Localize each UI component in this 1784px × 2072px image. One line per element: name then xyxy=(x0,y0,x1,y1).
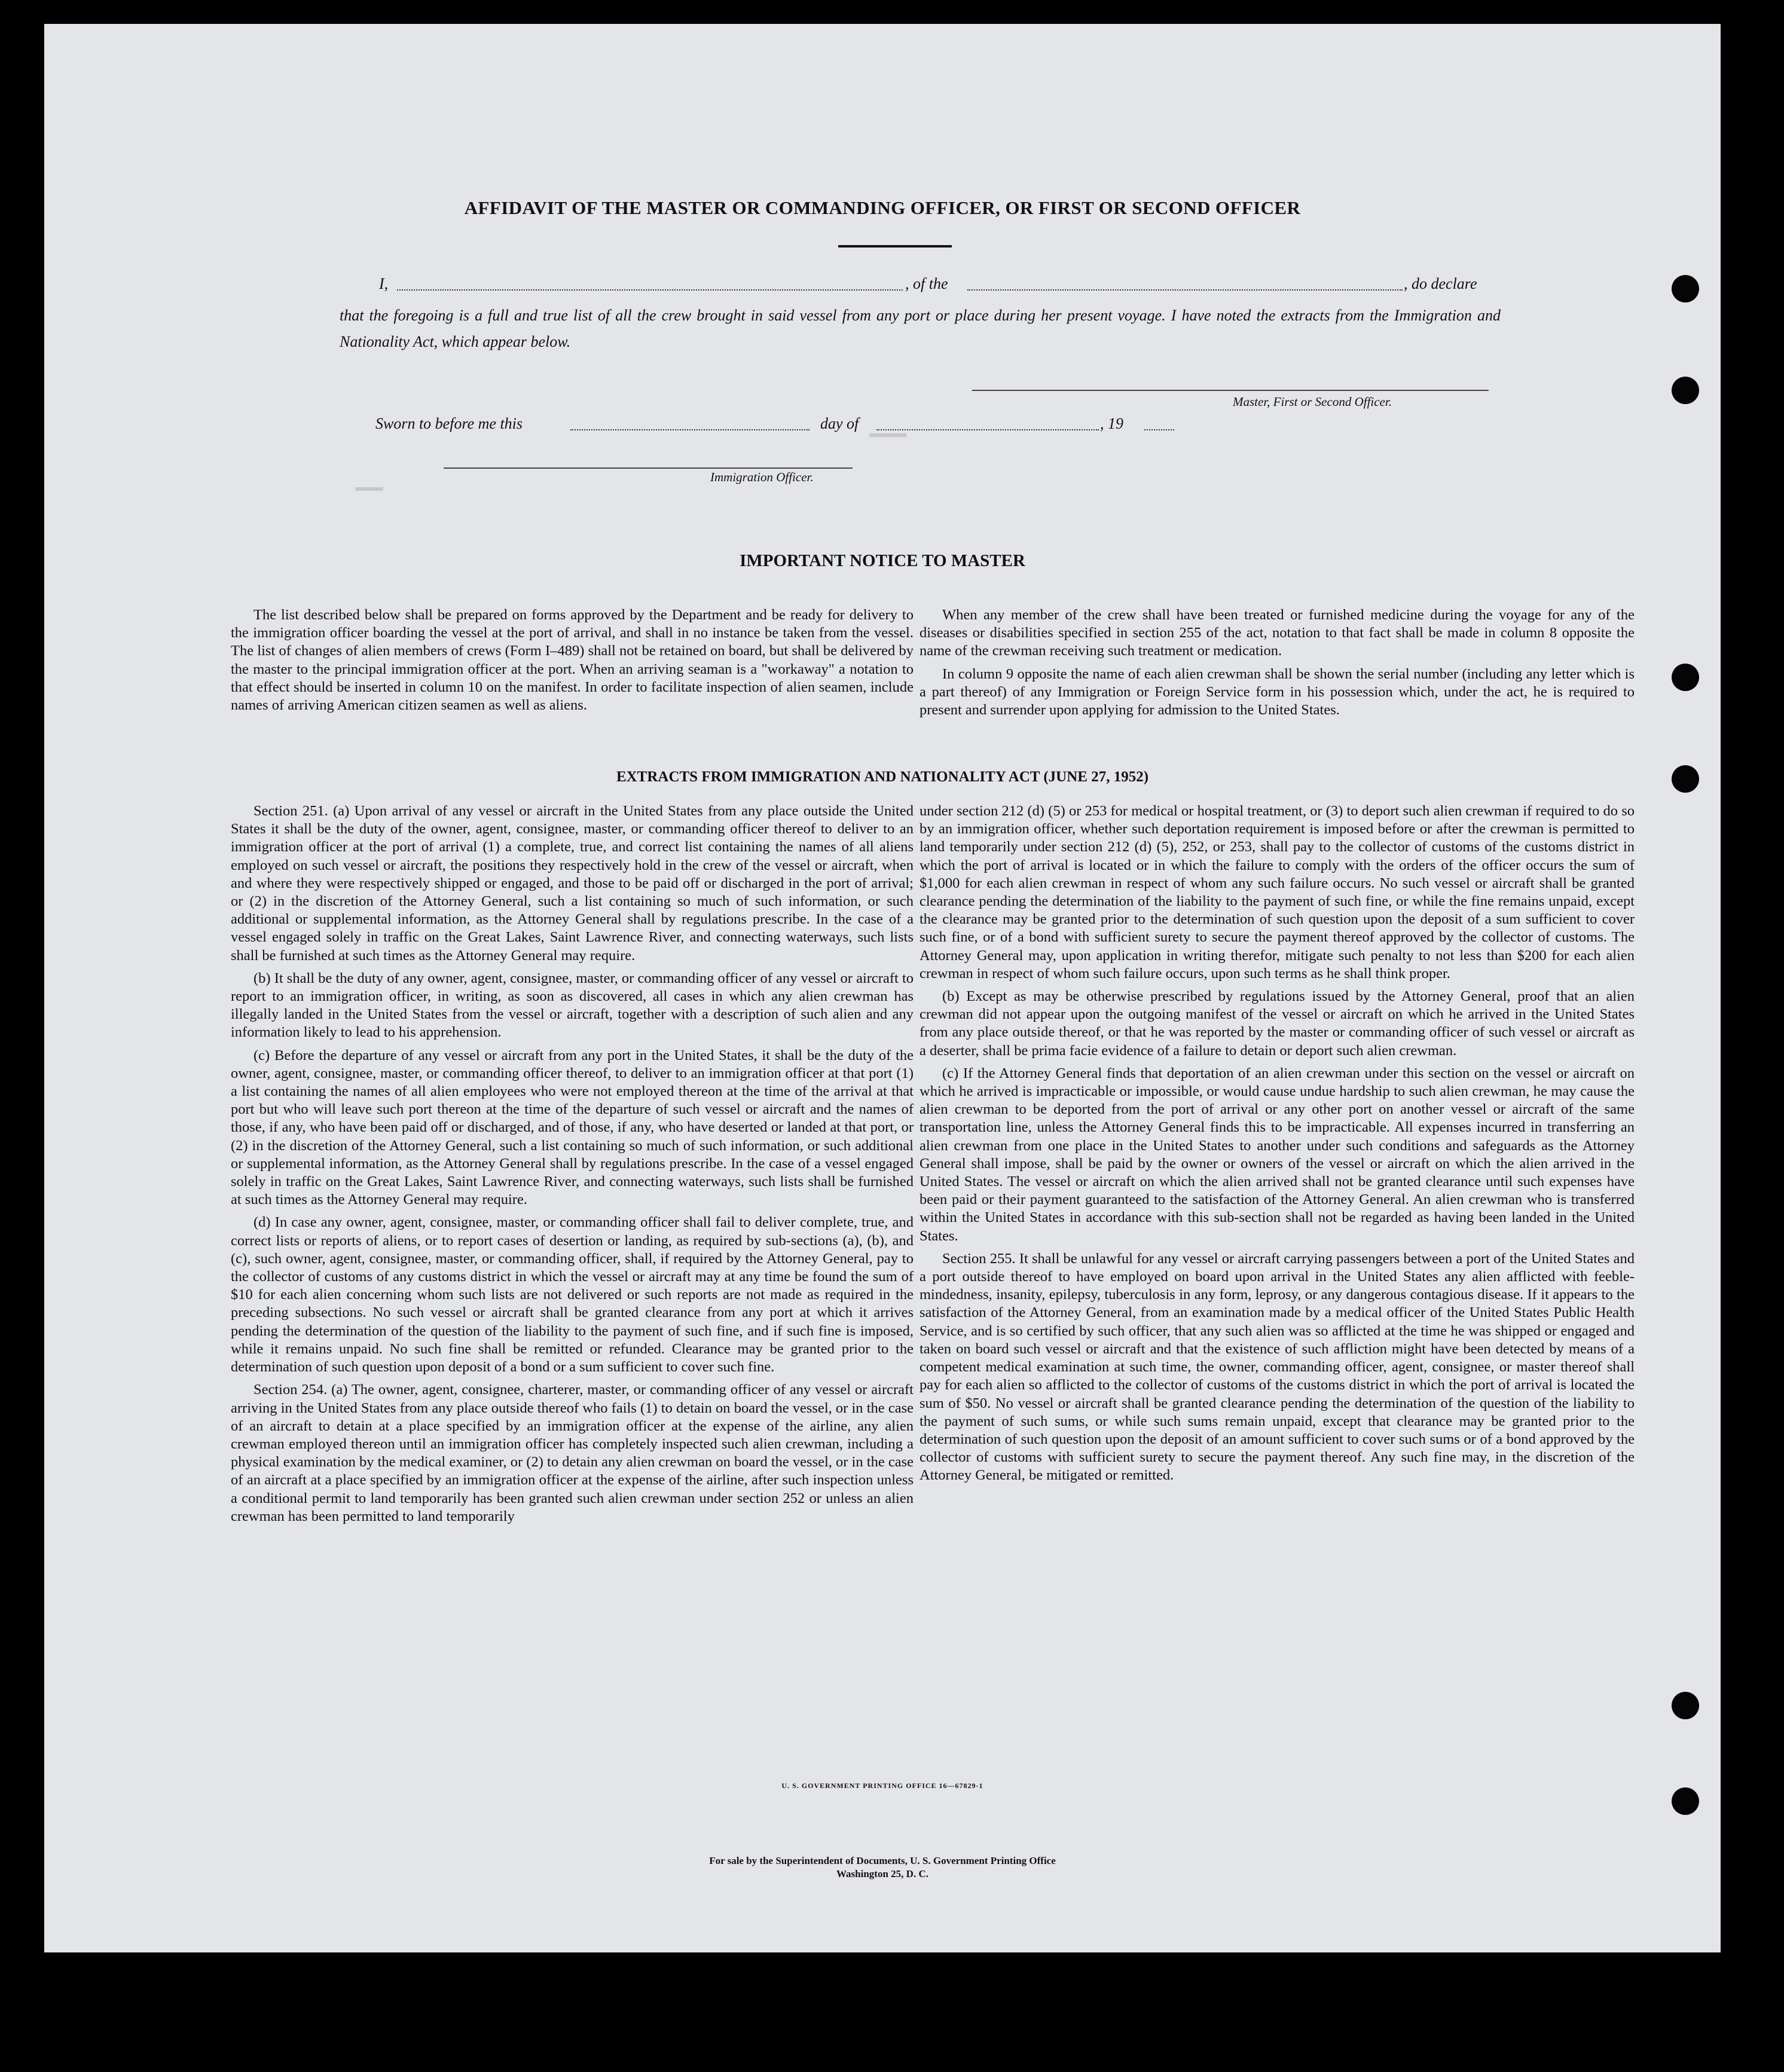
extract-paragraph: under section 212 (d) (5) or 253 for medical or hospital treatment, or (3) to deport such alien crewman if required to do so by an immigration officer, whether such deportation requirement is imposed before or after the crewman is permitted to land temporarily under section 212 (d) (5), 252, or 253, shall pay to the collector of customs of the customs district in which the port of arrival is located or in which the failure to comply with the orders of the officer occurs the sum of $1,000 for each alien crewman in respect of whom any such failure occurs. No such vessel or aircraft shall be granted clearance pending the determination of the liability to the payment of such fine, or while the fine remains unpaid, except the clearance may be granted prior to the determination of such question upon the deposit of a sum sufficient to cover such fine, or of a bond with sufficient surety to secure the payment thereof approved by the collector of customs. The Attorney General may, upon application in writing therefor, mitigate such penalty to not less than $200 for each alien crewman in respect of whom such failure occurs, upon such terms as he shall think proper. xyxy=(920,803,1635,982)
notice-heading: IMPORTANT NOTICE TO MASTER xyxy=(740,551,1025,570)
name-field[interactable] xyxy=(397,287,903,291)
extract-paragraph: (d) In case any owner, agent, consignee, master, or commanding officer shall fail to deliver complete, true, and correct lists or reports of aliens, or to report cases of desertion or landing, as required by sub-sections (a), (b), and (c), such owner, agent, consignee, master, or commanding officer, shall, if required by the Attorney General, pay to the collector of customs of any customs district in which the vessel or aircraft may at any time be found the sum of $10 for each alien concerning whom such lists are not delivered or such reports are not made as required in the preceding subsections. No such vessel or aircraft shall be granted clearance from any port at which it arrives pending the determination of the question of the liability to the payment of such fine, and if such fine is imposed, while it remains unpaid. No such fine shall be remitted or refunded. Clearance may be granted prior to the determination of such question upon deposit of a bond or a sum sufficient to cover such fine. xyxy=(231,1214,914,1376)
extracts-heading: EXTRACTS FROM IMMIGRATION AND NATIONALITY ACT (JUNE 27, 1952) xyxy=(616,769,1149,785)
binder-hole xyxy=(1672,1787,1699,1815)
master-signature-line[interactable] xyxy=(972,389,1489,391)
title-rule xyxy=(838,245,952,247)
year-label: , 19 xyxy=(1100,415,1123,432)
extract-paragraph: Section 254. (a) The owner, agent, consignee, charterer, master, or commanding officer of any vessel or aircraft arriving in the United States from any place outside thereof who fails (1) to detain on board the vessel, or in the case of an aircraft to detain at a place specified by an immigration officer at the expense of the airline, any alien crewman employed thereon until an immigration officer has completely inspected such alien crewman, including a physical examination by the medical examiner, or (2) to detain any alien crewman on board the vessel, or in the case of an aircraft at a place specified by an immigration officer at the expense of the airline, after such inspection unless a conditional permit to land temporarily has been granted such alien crewman under section 252 or unless an alien crewman has been permitted to land temporarily xyxy=(231,1382,914,1524)
declaration-text: that the foregoing is a full and true list of all the crew brought in said vessel from any port or place during her present voyage. I have noted the extracts from the Immigration and Nationality Act, which appear below. xyxy=(340,307,1501,350)
master-signature-label: Master, First or Second Officer. xyxy=(1233,395,1392,409)
form-page xyxy=(44,24,1721,1952)
binder-hole xyxy=(1672,377,1699,404)
notice-right-column xyxy=(920,606,1635,724)
of-the-label: , of the xyxy=(905,275,948,292)
notice-left-column xyxy=(231,606,914,719)
immigration-officer-signature-line[interactable] xyxy=(444,466,853,469)
day-of-label: day of xyxy=(820,415,859,432)
extract-paragraph: (b) Except as may be otherwise prescribed by regulations issued by the Attorney General, proof that an alien crewman did not appear upon the outgoing manifest of the vessel or aircraft on which he arrived in the United States from any place outside thereof, or that he was reported by the master or commanding officer of such vessel or aircraft as a deserter, shall be prima facie evidence of a failure to detain or deport such alien crewman. xyxy=(920,988,1635,1059)
extract-paragraph: (c) Before the departure of any vessel or aircraft from any port in the United States, it shall be the duty of the owner, agent, consignee, master, or commanding officer thereof, to deliver to an immigration officer at that port (1) a list containing the names of all alien employees who were not employed thereon at the time of the arrival at that port but who will leave such port thereon at the time of the departure of such vessel or aircraft and the names of those, if any, who have been paid off or discharged, and of those, if any, who have deserted or landed at that port, or (2) in the discretion of the Attorney General, such a list containing so much of such information, or such additional or supplemental information, as the Attorney General shall by regulations prescribe. In the case of a vessel engaged solely in traffic on the Great Lakes, Saint Lawrence River, and connecting waterways, such lists shall be furnished at such times as the Attorney General may require. xyxy=(231,1047,914,1208)
extract-paragraph: Section 255. It shall be unlawful for any vessel or aircraft carrying passengers between a port of the United States and a port outside thereof to have employed on board upon arrival in the United States any alien afflicted with feeble-mindedness, insanity, epilepsy, tuberculosis in any form, leprosy, or any dangerous contagious disease. If it appears to the satisfaction of the Attorney General, from an examination made by a medical officer of the United States Public Health Service, and is so certified by such officer, that any such alien was so afflicted at the time he was shipped or engaged and taken on board such vessel or aircraft and that the existence of such affliction might have been detected by means of a competent medical examination at such time, the owner, commanding officer, agent, consignee, or master thereof shall pay for each alien so afflicted to the collector of customs of the customs district in which the port of arrival is located the sum of $50. No vessel or aircraft shall be granted clearance pending the determination of the question of the liability to the payment of such sums, or while such sums remain unpaid, except that clearance may be granted prior to the determination of such question upon the deposit of an amount sufficient to cover such sums or of a bond approved by the collector of customs with sufficient surety to secure the payment thereof. Any such fine may, in the discretion of the Attorney General, be mitigated or remitted. xyxy=(920,1250,1635,1484)
sale-line-2: Washington 25, D. C. xyxy=(836,1868,928,1880)
extract-paragraph: (b) It shall be the duty of any owner, agent, consignee, master, or commanding officer of any vessel or aircraft to report to an immigration officer, in writing, as soon as discovered, all cases in which any alien crewman has illegally landed in the United States from the vessel or aircraft, together with a description of such alien and any information likely to lead to his apprehension. xyxy=(231,970,914,1041)
notice-left-paragraph: The list described below shall be prepared on forms approved by the Department and be ready for delivery to the immigration officer boarding the vessel at the port of arrival, and shall in no instance be taken from the vessel. The list of changes of alien members of crews (Form I–489) shall not be retained on board, but shall be delivered by the master to the principal immigration officer at the port. When an arriving seaman is a "workaway" a notation to that effect should be inserted in column 10 on the manifest. In order to facilitate inspection of alien seamen, include names of arriving American citizen seamen as well as aliens. xyxy=(231,607,914,714)
extracts-left-column xyxy=(231,802,914,1530)
extract-paragraph: (c) If the Attorney General finds that deportation of an alien crewman under this section on the vessel or aircraft on which he arrived is impracticable or impossible, or would cause undue hardship to such alien crewman, he may cause the alien crewman to be deported from the port of arrival or any other port on another vessel or aircraft of the same transportation line, unless the Attorney General finds this to be impracticable. All expenses incurred in transferring an alien crewman from one place in the United States to another under such conditions and safeguards as the Attorney General shall impose, shall be paid by the owner or owners of the vessel or aircraft on which the alien arrived in the United States. The vessel or aircraft on which the alien arrived shall not be granted clearance until such expenses have been paid or their payment guaranteed to the satisfaction of the Attorney General. An alien crewman who is transferred within the United States in accordance with this sub-section shall not be regarded as having been landed in the United States. xyxy=(920,1065,1635,1244)
gpo-imprint: U. S. GOVERNMENT PRINTING OFFICE 16—67829-1 xyxy=(781,1781,983,1790)
affidavit-title: AFFIDAVIT OF THE MASTER OR COMMANDING OFFICER, OR FIRST OR SECOND OFFICER xyxy=(464,197,1301,218)
extract-paragraph: Section 251. (a) Upon arrival of any vessel or aircraft in the United States from any place outside the United States it shall be the duty of the owner, agent, consignee, master, or commanding officer thereof to deliver to an immigration officer at the port of arrival (1) a complete, true, and correct list containing the names of all aliens employed on such vessel or aircraft, the positions they respectively hold in the crew of the vessel or aircraft, when and where they were respectively shipped or engaged, and those to be paid off or discharged in the port of arrival; or (2) in the discretion of the Attorney General, such a list containing so much of such information, or such additional or supplemental information, as the Attorney General shall by regulations prescribe. In the case of a vessel engaged solely in traffic on the Great Lakes, Saint Lawrence River, and connecting waterways, such lists shall be furnished at such times as the Attorney General may require. xyxy=(231,803,914,964)
notice-right-paragraph-2: In column 9 opposite the name of each alien crewman shall be shown the serial number (including any letter which is a part thereof) of any Immigration or Foreign Service form in his possession which, under the act, he is required to present and surrender upon applying for admission to the United States. xyxy=(920,665,1635,719)
immigration-officer-label: Immigration Officer. xyxy=(710,470,814,484)
bleed-through-mark: ▬▬▬ xyxy=(355,478,383,496)
do-declare-label: , do declare xyxy=(1404,275,1477,292)
binder-hole xyxy=(1672,1692,1699,1719)
sworn-label: Sworn to before me this xyxy=(375,415,523,432)
bleed-through-mark: ▬▬▬▬ xyxy=(869,424,907,442)
binder-hole xyxy=(1672,275,1699,302)
sale-notice xyxy=(44,1854,1721,1881)
vessel-field[interactable] xyxy=(967,287,1403,291)
extracts-right-column xyxy=(920,802,1635,1490)
binder-hole xyxy=(1672,664,1699,691)
notice-right-paragraph-1: When any member of the crew shall have been treated or furnished medicine during the voyage for any of the diseases or disabilities specified in section 255 of the act, notation to that fact shall be made in column 8 opposite the name of the crewman receiving such treatment or medication. xyxy=(920,607,1635,659)
sworn-year-field[interactable] xyxy=(1144,427,1174,430)
sale-line-1: For sale by the Superintendent of Documents, U. S. Government Printing Office xyxy=(709,1855,1056,1866)
sworn-month-field[interactable] xyxy=(876,427,1099,430)
sworn-day-field[interactable] xyxy=(570,427,809,430)
i-label: I, xyxy=(379,275,389,292)
